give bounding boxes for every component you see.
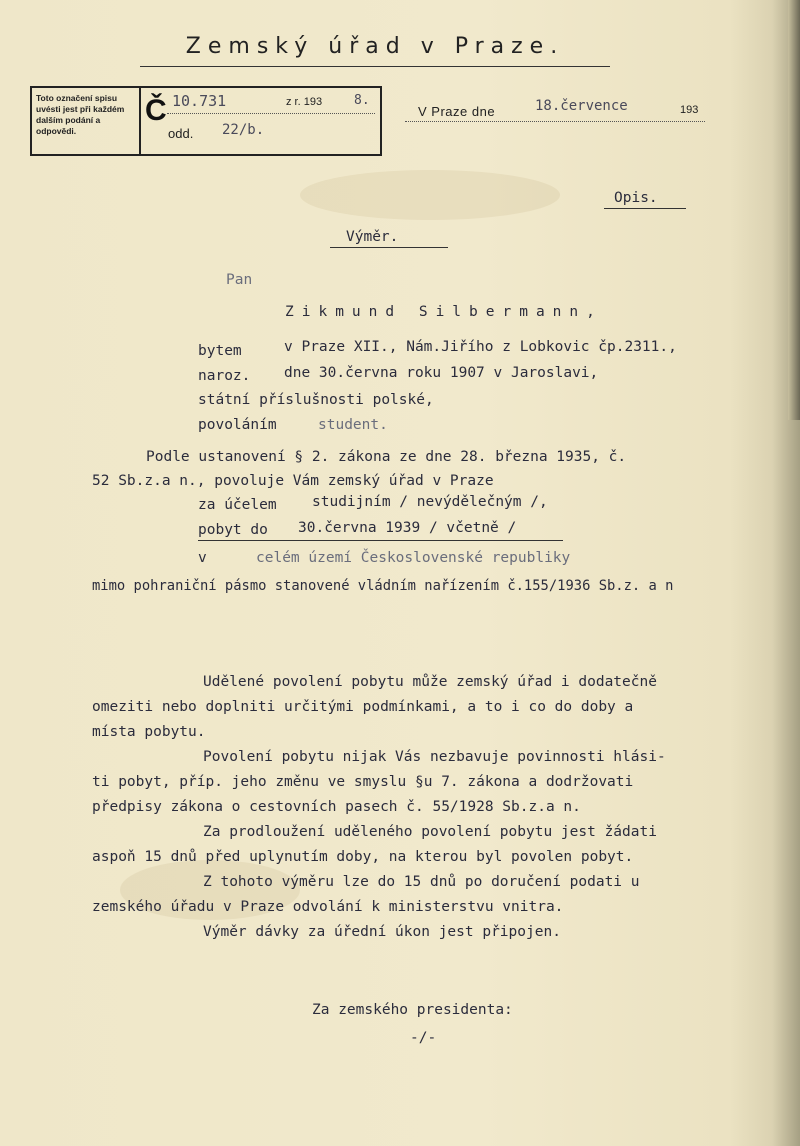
condition-3-line-2: aspoň 15 dnů před uplynutím doby, na kterou byl povolen pobyt.: [92, 849, 634, 865]
condition-1-line-1: Udělené povolení pobytu může zemský úřad i dodatečně: [203, 674, 657, 690]
born-value: dne 30.června roku 1907 v Jaroslavi,: [284, 365, 599, 381]
stay-underline: [198, 540, 563, 541]
border-zone-line: mimo pohraniční pásmo stanovené vládním nařízením č.155/1936 Sb.z. a n: [92, 578, 674, 594]
stamp-divider: [139, 88, 141, 154]
area-label: v: [198, 550, 207, 566]
copy-underline: [604, 208, 686, 209]
purpose-label: za účelem: [198, 497, 277, 513]
condition-4-line-2: zemského úřadu v Praze odvolání k ministerstvu vnitra.: [92, 899, 564, 915]
copy-label: Opis.: [614, 190, 658, 206]
occupation-label: povoláním: [198, 417, 277, 433]
signature-mark: -/-: [410, 1030, 437, 1046]
stamp-dotted-rule: [167, 113, 375, 114]
salutation: Pan: [226, 272, 253, 288]
condition-5-line-1: Výměr dávky za úřední úkon jest připojen.: [203, 924, 561, 940]
condition-2-line-1: Povolení pobytu nijak Vás nezbavuje povinnosti hlási-: [203, 749, 666, 765]
decree-line-2: 52 Sb.z.a n., povoluje Vám zemský úřad v Praze: [92, 473, 494, 489]
condition-3-line-1: Za prodloužení uděleného povolení pobytu jest žádati: [203, 824, 657, 840]
condition-2-line-2: ti pobyt, příp. jeho změnu ve smyslu §u 7. zákona a dodržovati: [92, 774, 634, 790]
area-value: celém území Československé republiky: [256, 550, 571, 566]
department-value: 22/b.: [222, 122, 265, 138]
decree-line-1: Podle ustanovení § 2. zákona ze dne 28. března 1935, č.: [146, 449, 627, 465]
stamp-instruction-note: Toto označení spisu uvésti jest při každém dalším podání a odpovědi.: [36, 93, 125, 136]
file-year-label: z r. 193: [286, 96, 323, 108]
heading-underline: [330, 247, 448, 248]
condition-2-line-3: předpisy zákona o cestovních pasech č. 55/1928 Sb.z.a n.: [92, 799, 581, 815]
date-year: 193: [680, 104, 699, 116]
reference-stamp: [30, 86, 382, 156]
office-title: Zemský úřad v Praze.: [185, 34, 565, 59]
occupation-value: student.: [318, 417, 388, 433]
born-label: naroz.: [198, 368, 251, 384]
nationality: státní příslušnosti polské,: [198, 392, 434, 408]
date-value: 18.července: [535, 98, 628, 114]
paper-stain: [300, 170, 560, 220]
residence-label: bytem: [198, 343, 242, 359]
file-number: 10.731: [172, 92, 227, 110]
stamp-c-mark: Č: [145, 94, 167, 127]
department-label: odd.: [168, 126, 194, 141]
signature-label: Za zemského presidenta:: [312, 1002, 513, 1018]
title-underline: [140, 66, 610, 67]
condition-1-line-2: omeziti nebo doplniti určitými podmínkami, a to i co do doby a: [92, 699, 634, 715]
binding-edge: [788, 0, 800, 420]
stay-value: 30.června 1939 / včetně /: [298, 520, 517, 536]
condition-1-line-3: místa pobytu.: [92, 724, 206, 740]
date-dotted-rule: [405, 121, 705, 122]
person-name: Zikmund Silbermann,: [285, 304, 603, 320]
condition-4-line-1: Z tohoto výměru lze do 15 dnů po doručení podati u: [203, 874, 640, 890]
stay-label: pobyt do: [198, 522, 268, 538]
file-year-suffix: 8.: [354, 93, 370, 108]
purpose-value: studijním / nevýdělečným /,: [312, 494, 548, 510]
residence-value: v Praze XII., Nám.Jiřího z Lobkovic čp.2311.,: [284, 339, 677, 355]
document-heading: Výměr.: [346, 229, 399, 245]
date-label: V Praze dne: [418, 104, 496, 119]
